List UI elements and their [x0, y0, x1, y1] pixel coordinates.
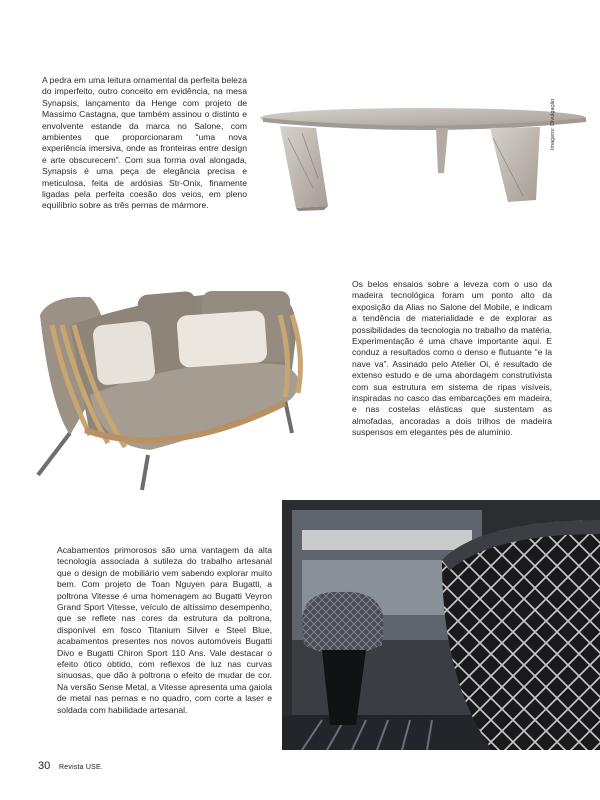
article-paragraph-synapsis: A pedra em uma leitura ornamental da perfeita beleza do imperfeito, outro conceito em evidência, na mesa Synapsis, lançamento da Henge com projeto de Massimo Castagna, que também assinou o distinto e envolvente estande da marca no Salone, com ambientes que proporcionaram “uma nova experiência imersiva, onde as fronteiras entre design e arte obscurecem”. Com sua forma oval alongada, Synapsis é uma peça de elegância precisa e meticulosa, feita de ardósias Str-Onix, finamente ligadas pela perfeita coesão dos veios, em pleno equilíbrio sobre as três pernas de mármore. [42, 75, 247, 211]
page-number: 30 [38, 760, 51, 772]
article-paragraph-alias: Os belos ensaios sobre a leveza com o uso da madeira tecnológica foram um ponto alto da exposição da Alias no Salone del Mobile, e indicam a tendência de materialidade e de explorar as possibilidades da tecnologia no trabalho da matéria. Experimentação é uma chave importante aqui. E conduz a resultados como o denso e flutuante “e la nave va”. Assinado pelo Atelier Oi, é resultado de extenso estudo e de uma abordagem construtivista com sua estrutura em sistema de ripas visíveis, inspiradas no casco das embarcações em madeira, e nas costelas elásticas que sustentam as almofadas, ancoradas a dois trilhos de madeira suspensos em elegantes pés de alumínio. [352, 279, 552, 438]
photo-credit: Imagens: Divulgação [550, 98, 556, 150]
synapsis-table-image [258, 78, 600, 220]
vitesse-armchair-image [282, 500, 600, 750]
nave-va-sofa-image [30, 285, 325, 500]
magazine-name: Revista USE. [59, 764, 104, 771]
article-paragraph-vitesse: Acabamentos primorosos são uma vantagem da alta tecnologia associada à sutileza do trabalho artesanal que o design de mobiliário vem sabendo explorar muito bem. Com projeto de Toan Nguyen para Bugatti, a poltrona Vitesse é uma homenagem ao Bugatti Veyron Grand Sport Vitesse, veículo de altíssimo desempenho, que se reflete nas cores da estrutura da poltrona, disponível em fosco Titanium Silver e Steel Blue, acabamentos presentes nos novos automóveis Bugatti Divo e Bugatti Chiron Sport 110 Ans. Vale destacar o efeito ótico obtido, com reflexos de luz nas curvas sinuosas, que dão à poltrona o efeito de mudar de cor. Na versão Sense Metal, a Vitesse apresenta uma gaiola de metal nas pernas e no quadro, com corte a laser e soldada com habilidade artesanal. [57, 545, 272, 715]
page-footer [38, 760, 103, 772]
